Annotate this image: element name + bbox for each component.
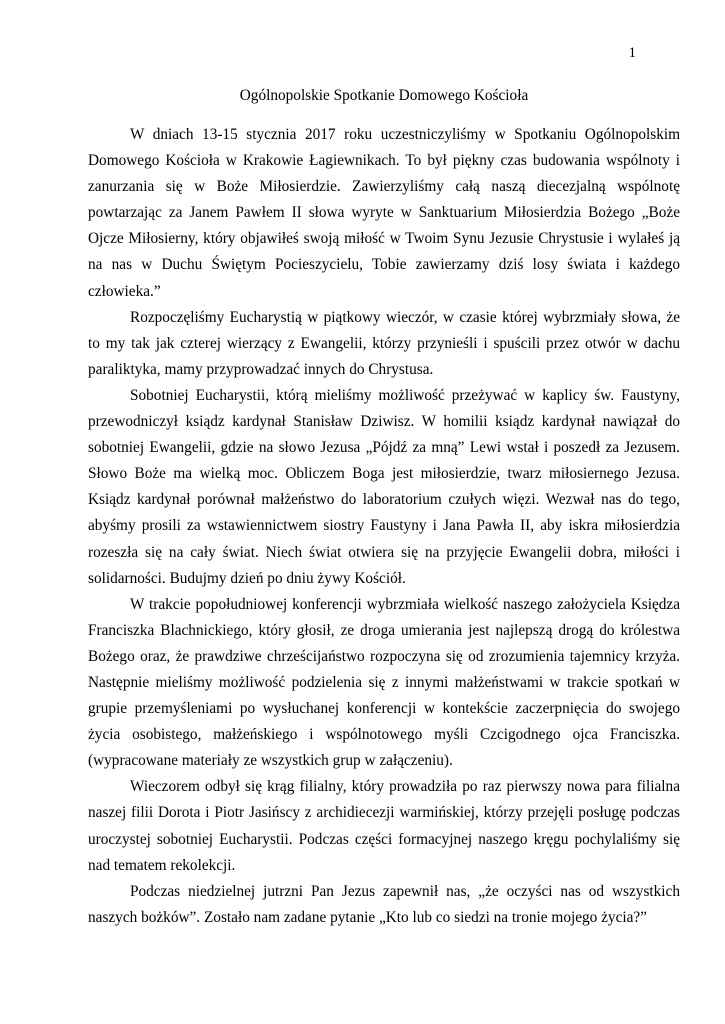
page-number: 1 [628, 45, 636, 61]
document-body [88, 122, 680, 931]
paragraph: Rozpoczęliśmy Eucharystią w piątkowy wieczór, w czasie której wybrzmiały słowa, że to my tak jak czterej wierzący z Ewangelii, którzy przynieśli i spuścili przez otwór w dachu paraliktyka, mamy przyprowadzać innych do Chrystusa. [88, 308, 680, 378]
paragraph: W trakcie popołudniowej konferencji wybrzmiała wielkość naszego założyciela Księdza Franciszka Blachnickiego, który głosił, ze droga umierania jest najlepszą drogą do królestwa Bożego oraz, że prawdziwe chrześcijaństwo rozpoczyna się od zrozumienia tajemnicy krzyża. Następnie mieliśmy możliwość podzielenia się z innymi małżeństwami w trakcie spotkań w grupie przemyśleniami po wysłuchanej konferencji w kontekście zaczerpnięcia do swojego życia osobistego, małżeńskiego i wspólnotowego myśli Czcigodnego ojca Franciszka. (wypracowane materiały ze wszystkich grup w załączeniu). [88, 595, 680, 770]
paragraph: Sobotniej Eucharystii, którą mieliśmy możliwość przeżywać w kaplicy św. Faustyny, przewodniczył ksiądz kardynał Stanisław Dziwisz. W homilii ksiądz kardynał nawiązał do sobotniej Ewangelii, gdzie na słowo Jezusa „Pójdź za mną” Lewi wstał i poszedł za Jezusem. Słowo Boże ma wielką moc. Obliczem Boga jest miłosierdzie, twarz miłosiernego Jezusa. Ksiądz kardynał porównał małżeństwo do laboratorium czułych więzi. Wezwał nas do tego, abyśmy prosili za wstawiennictwem siostry Faustyny i Jana Pawła II, aby iskra miłosierdzia rozeszła się na cały świat. Niech świat otwiera się na przyjęcie Ewangelii dobra, miłości i solidarności. Budujmy dzień po dniu żywy Kościół. [88, 386, 680, 587]
document-title: Ogólnopolskie Spotkanie Domowego Kościoła [239, 87, 529, 104]
paragraph: Wieczorem odbył się krąg filialny, który prowadziła po raz pierwszy nowa para filialna naszej filii Dorota i Piotr Jasińscy z archidiecezji warmińskiej, którzy przejęli posługę podczas uroczystej sobotniej Eucharystii. Podczas części formacyjnej naszego kręgu pochylaliśmy się nad tematem rekolekcji. [88, 778, 680, 874]
paragraph: W dniach 13-15 stycznia 2017 roku uczestniczyliśmy w Spotkaniu Ogólnopolskim Domowego Kościoła w Krakowie Łagiewnikach. To był piękny czas budowania wspólnoty i zanurzania się w Boże Miłosierdzie. Zawierzyliśmy całą naszą diecezjalną wspólnotę powtarzając za Janem Pawłem II słowa wyryte w Sanktuarium Miłosierdzia Bożego „Boże Ojcze Miłosierny, który objawiłeś swoją miłość w Twoim Synu Jezusie Chrystusie i wylałeś ją na nas w Duchu Świętym Pocieszycielu, Tobie zawierzamy dziś losy świata i każdego człowieka.” [88, 126, 680, 300]
paragraph: Podczas niedzielnej jutrzni Pan Jezus zapewnił nas, „że oczyści nas od wszystkich naszych bożków”. Zostało nam zadane pytanie „Kto lub co siedzi na tronie mojego życia?” [88, 882, 680, 926]
